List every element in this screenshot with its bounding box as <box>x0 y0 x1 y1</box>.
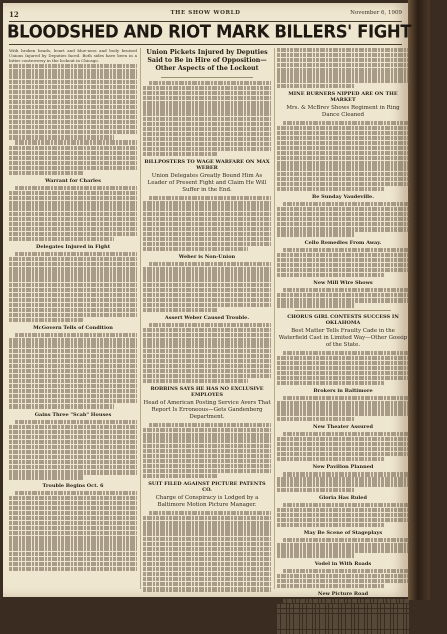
text-line <box>9 455 137 459</box>
text-line <box>9 293 137 297</box>
text-line <box>143 567 271 571</box>
subhead: McGovern Tells of Condition <box>33 325 113 332</box>
text-line <box>9 146 137 150</box>
text-line <box>9 470 137 474</box>
subhead: Warrant for Charles <box>45 178 101 185</box>
text-line <box>143 359 271 363</box>
text-line <box>277 376 409 380</box>
subhead-deck: Head of American Posting Service Avers That Report Is Erroneous—Gets Gandenberg Department. <box>143 400 271 421</box>
text-line <box>143 542 271 546</box>
text-line <box>277 207 409 211</box>
text-line <box>277 488 354 492</box>
text-line <box>143 374 271 378</box>
text-line <box>9 90 137 94</box>
text-line <box>9 506 137 510</box>
column-divider <box>140 48 141 589</box>
text-line <box>143 288 271 292</box>
text-line <box>143 547 271 551</box>
text-line <box>143 349 271 353</box>
subhead: May Be Scene of Stageplays <box>303 530 383 537</box>
text-line <box>9 212 137 216</box>
text-line <box>143 96 271 100</box>
subhead: SUIT FILED AGAINST PICTURE PATENTS CO. <box>148 481 266 494</box>
text-line <box>277 406 409 410</box>
newspaper-page <box>3 3 412 598</box>
text-line <box>9 232 137 236</box>
text-line <box>283 432 409 436</box>
text-line <box>9 201 137 205</box>
text-line <box>277 146 409 150</box>
text-line <box>143 364 271 368</box>
text-line <box>277 411 409 415</box>
text-line <box>277 457 385 461</box>
text-line <box>143 338 271 342</box>
text-line <box>9 115 137 119</box>
text-line <box>277 604 409 608</box>
text-line <box>283 202 409 206</box>
text-line <box>9 567 137 571</box>
text-line <box>9 166 137 170</box>
text-line <box>149 262 271 266</box>
subhead: New Picture Road <box>317 591 369 598</box>
text-line <box>143 122 271 126</box>
text-line <box>277 513 409 517</box>
text-line <box>9 450 137 454</box>
text-line <box>9 425 137 429</box>
text-line <box>9 135 114 139</box>
text-line <box>9 389 137 393</box>
text-line <box>143 379 248 383</box>
text-line <box>143 537 271 541</box>
text-line <box>9 374 137 378</box>
text-line <box>143 206 271 210</box>
text-line <box>9 196 137 200</box>
text-line <box>277 366 409 370</box>
text-line <box>149 423 271 427</box>
text-line <box>143 438 271 442</box>
text-line <box>143 562 271 566</box>
subhead: Delegates Injured in Fight <box>35 244 111 251</box>
text-line <box>9 465 137 469</box>
text-line <box>9 222 137 226</box>
text-line <box>9 557 137 561</box>
text-line <box>143 474 217 478</box>
text-line <box>9 130 137 134</box>
subhead: CHORUS GIRL CONTESTS SUCCESS IN OKLAHOMA <box>287 313 399 326</box>
text-line <box>277 78 409 82</box>
text-line <box>277 48 409 52</box>
text-line <box>143 247 248 251</box>
text-line <box>143 283 271 287</box>
text-line <box>15 186 137 190</box>
subhead-deck: Union Delegates Greatly Bound Him As Leader of Present Fight and Claim He Will Suffer in the End. <box>147 173 267 194</box>
subhead: Be Sunday Vaudeville. <box>312 193 374 200</box>
text-line <box>283 503 409 507</box>
subhead: Trouble Begins Oct. 6 <box>42 482 104 489</box>
text-line <box>149 323 271 327</box>
text-line <box>283 248 409 252</box>
text-line <box>9 206 137 210</box>
text-line <box>143 428 271 432</box>
column-divider <box>274 48 275 589</box>
text-line <box>277 442 409 446</box>
text-line <box>143 469 271 473</box>
text-line <box>277 68 409 72</box>
subhead: Gloria Has Ruled <box>319 494 367 501</box>
text-line <box>277 172 409 176</box>
text-line <box>9 364 137 368</box>
text-line <box>277 303 354 307</box>
text-line <box>283 288 409 292</box>
text-line <box>9 120 137 124</box>
text-line <box>277 417 354 421</box>
text-line <box>277 574 409 578</box>
text-line <box>277 253 409 257</box>
text-line <box>9 80 137 84</box>
text-line <box>277 609 409 613</box>
text-line <box>9 85 137 89</box>
text-line <box>9 394 137 398</box>
subhead: Assert Weber Caused Trouble. <box>164 315 250 322</box>
text-line <box>143 272 271 276</box>
text-line <box>277 263 409 267</box>
text-line <box>9 318 83 322</box>
text-line <box>143 552 271 556</box>
text-line <box>143 106 271 110</box>
text-line <box>277 624 409 628</box>
text-line <box>143 354 271 358</box>
text-line <box>9 151 137 155</box>
text-line <box>277 141 409 145</box>
text-line <box>9 237 114 241</box>
text-line <box>9 460 137 464</box>
text-line <box>277 166 409 170</box>
text-line <box>143 217 271 221</box>
text-line <box>277 523 385 527</box>
text-line <box>9 277 137 281</box>
text-line <box>277 356 409 360</box>
text-line <box>277 477 409 481</box>
text-line <box>277 136 409 140</box>
text-line <box>143 464 271 468</box>
subhead: Brokers in Baltimore <box>313 388 373 395</box>
text-line <box>277 217 409 221</box>
text-line <box>277 630 409 634</box>
text-line <box>277 518 409 522</box>
text-line <box>9 191 137 195</box>
text-line <box>143 572 271 576</box>
text-line <box>9 404 114 408</box>
text-line <box>9 161 137 165</box>
text-line <box>149 196 271 200</box>
text-line <box>9 156 137 160</box>
text-line <box>277 579 409 583</box>
text-line <box>143 101 271 105</box>
text-line <box>277 553 354 557</box>
text-line <box>149 81 271 85</box>
column-1 <box>9 48 137 589</box>
text-line <box>9 303 137 307</box>
text-line <box>9 272 137 276</box>
article-lead: With broken heads, heart and blue-ness and body bruised Unions Injured by Deputies faced. Both sides have been in a bitter controversy in the lockout in Chicago. <box>9 48 137 64</box>
text-line <box>277 584 385 588</box>
text-line <box>277 73 409 77</box>
text-line <box>9 445 137 449</box>
text-line <box>143 449 271 453</box>
text-line <box>9 399 137 403</box>
text-line <box>15 491 137 495</box>
text-line <box>277 151 409 155</box>
text-line <box>143 212 271 216</box>
text-line <box>9 496 137 500</box>
text-line <box>9 257 137 261</box>
subhead: New Theater Assured <box>313 423 373 430</box>
masthead: THE SHOW WORLD <box>170 10 241 16</box>
text-line <box>277 126 409 130</box>
text-line <box>9 516 137 520</box>
text-line <box>283 396 409 400</box>
text-line <box>143 454 271 458</box>
text-line <box>15 252 137 256</box>
text-line <box>9 288 137 292</box>
text-line <box>143 232 271 236</box>
text-line <box>15 333 137 337</box>
text-line <box>277 53 409 57</box>
text-line <box>283 121 409 125</box>
text-line <box>143 333 271 337</box>
text-line <box>9 430 137 434</box>
text-line <box>9 440 137 444</box>
text-line <box>9 262 137 266</box>
text-line <box>143 86 271 90</box>
text-line <box>143 142 271 146</box>
text-line <box>9 369 137 373</box>
text-line <box>277 437 409 441</box>
text-line <box>9 283 137 287</box>
text-line <box>277 258 409 262</box>
text-line <box>149 511 271 515</box>
text-line <box>9 552 137 556</box>
text-line <box>143 531 271 535</box>
text-line <box>9 379 137 383</box>
subhead: Cello Remedies From Away. <box>304 239 382 246</box>
text-line <box>143 132 271 136</box>
text-line <box>143 526 271 530</box>
text-line <box>277 187 385 191</box>
text-line <box>143 242 271 246</box>
text-line <box>143 582 271 586</box>
text-line <box>283 472 409 476</box>
text-line <box>143 433 271 437</box>
text-line <box>277 619 409 623</box>
text-line <box>143 222 271 226</box>
column-3 <box>277 48 409 598</box>
text-line <box>277 212 409 216</box>
text-line <box>277 131 409 135</box>
text-line <box>9 521 137 525</box>
subhead-deck: Best Matter Tells Fraulty Cade in the Waterfield Cast in Limited Way—Other Gossip of the State. <box>278 327 408 348</box>
text-line <box>277 58 409 62</box>
text-line <box>9 511 137 515</box>
text-line <box>143 267 271 271</box>
text-line <box>143 111 271 115</box>
text-line <box>277 63 409 67</box>
text-line <box>143 308 217 312</box>
article-deck: Union Pickets Injured by Deputies Said to Be in Hire of Opposition—Other Aspects of the Lockout <box>146 49 268 72</box>
text-line <box>9 110 137 114</box>
text-line <box>283 351 409 355</box>
running-header <box>9 10 402 19</box>
text-line <box>9 125 137 129</box>
text-line <box>9 546 137 550</box>
subhead: New Mill Wire Shows <box>313 280 373 287</box>
subhead: Vodel in With Roads <box>314 560 372 567</box>
text-line <box>143 587 271 591</box>
text-line <box>143 516 271 520</box>
text-line <box>277 84 354 88</box>
text-line <box>143 521 271 525</box>
text-line <box>277 222 409 226</box>
subhead: Weber is Non-Union <box>178 254 236 261</box>
text-line <box>9 171 83 175</box>
subhead-deck: Mrs. & McBrev Shows Regiment in Ring Dance Cleaned <box>286 104 400 118</box>
text-line <box>143 117 271 121</box>
text-line <box>283 569 409 573</box>
column-2 <box>143 48 271 589</box>
subhead: MINE BURNERS NIPPED ARE ON THE MARKET <box>288 90 398 103</box>
text-line <box>277 298 409 302</box>
text-line <box>9 100 137 104</box>
text-line <box>9 105 137 109</box>
page-number: 12 <box>9 10 19 19</box>
text-line <box>277 482 409 486</box>
text-line <box>9 267 137 271</box>
text-line <box>277 543 409 547</box>
text-line <box>9 64 137 68</box>
text-line <box>9 562 137 566</box>
subhead: New Pavilion Planned <box>312 464 374 471</box>
text-line <box>9 298 137 302</box>
text-line <box>9 338 137 342</box>
text-line <box>143 227 271 231</box>
text-line <box>15 140 137 144</box>
text-line <box>277 182 409 186</box>
subhead: Gains Three "Scab" Houses <box>34 411 112 418</box>
text-line <box>9 308 137 312</box>
subhead: BILLPOSTERS TO WAGE WARFARE ON MAX WEBER <box>144 159 270 172</box>
text-line <box>143 577 271 581</box>
text-line <box>143 137 271 141</box>
text-line <box>277 273 385 277</box>
subhead: ROBBINS SAYS HE HAS NO EXCLUSIVE EMPLOYES <box>150 386 264 399</box>
text-line <box>277 508 409 512</box>
text-line <box>9 501 137 505</box>
text-line <box>143 277 271 281</box>
text-line <box>143 557 271 561</box>
main-headline: BLOODSHED AND RIOT MARK BILLERS' FIGHT <box>7 21 412 42</box>
text-line <box>15 420 137 424</box>
text-line <box>143 201 271 205</box>
text-line <box>143 303 271 307</box>
text-line <box>143 343 271 347</box>
text-line <box>277 156 409 160</box>
text-line <box>283 599 409 603</box>
text-line <box>277 232 354 236</box>
text-line <box>143 237 271 241</box>
text-line <box>283 538 409 542</box>
text-line <box>143 444 271 448</box>
text-line <box>277 227 409 231</box>
text-line <box>9 343 137 347</box>
text-line <box>277 293 409 297</box>
text-line <box>277 177 409 181</box>
text-line <box>9 354 137 358</box>
text-line <box>143 127 271 131</box>
text-line <box>277 381 385 385</box>
text-line <box>9 526 137 530</box>
text-line <box>143 298 271 302</box>
text-line <box>9 541 137 545</box>
book-binding <box>408 0 430 600</box>
text-line <box>143 459 271 463</box>
text-line <box>9 313 137 317</box>
text-line <box>9 475 83 479</box>
text-line <box>277 548 409 552</box>
text-line <box>277 161 409 165</box>
text-line <box>9 74 137 78</box>
headline-rule <box>9 44 402 45</box>
section-rule <box>295 310 391 311</box>
text-line <box>277 452 409 456</box>
text-line <box>277 401 409 405</box>
text-line <box>143 293 271 297</box>
text-line <box>9 384 137 388</box>
text-line <box>9 69 137 73</box>
text-line <box>143 328 271 332</box>
text-line <box>9 95 137 99</box>
text-line <box>277 361 409 365</box>
text-line <box>143 152 217 156</box>
issue-date: November 6, 1909 <box>350 10 402 16</box>
text-line <box>9 227 137 231</box>
text-line <box>9 217 137 221</box>
text-line <box>143 147 271 151</box>
text-line <box>9 349 137 353</box>
text-line <box>9 359 137 363</box>
text-line <box>277 371 409 375</box>
text-line <box>143 369 271 373</box>
section-rule <box>161 77 253 78</box>
text-line <box>277 614 409 618</box>
text-line <box>9 435 137 439</box>
text-line <box>277 447 409 451</box>
text-line <box>9 536 137 540</box>
subhead-deck: Charge of Conspiracy is Lodged by a Baltimore Motion Picture Manager. <box>155 495 259 509</box>
text-line <box>143 91 271 95</box>
text-line <box>277 268 409 272</box>
text-line <box>9 531 137 535</box>
